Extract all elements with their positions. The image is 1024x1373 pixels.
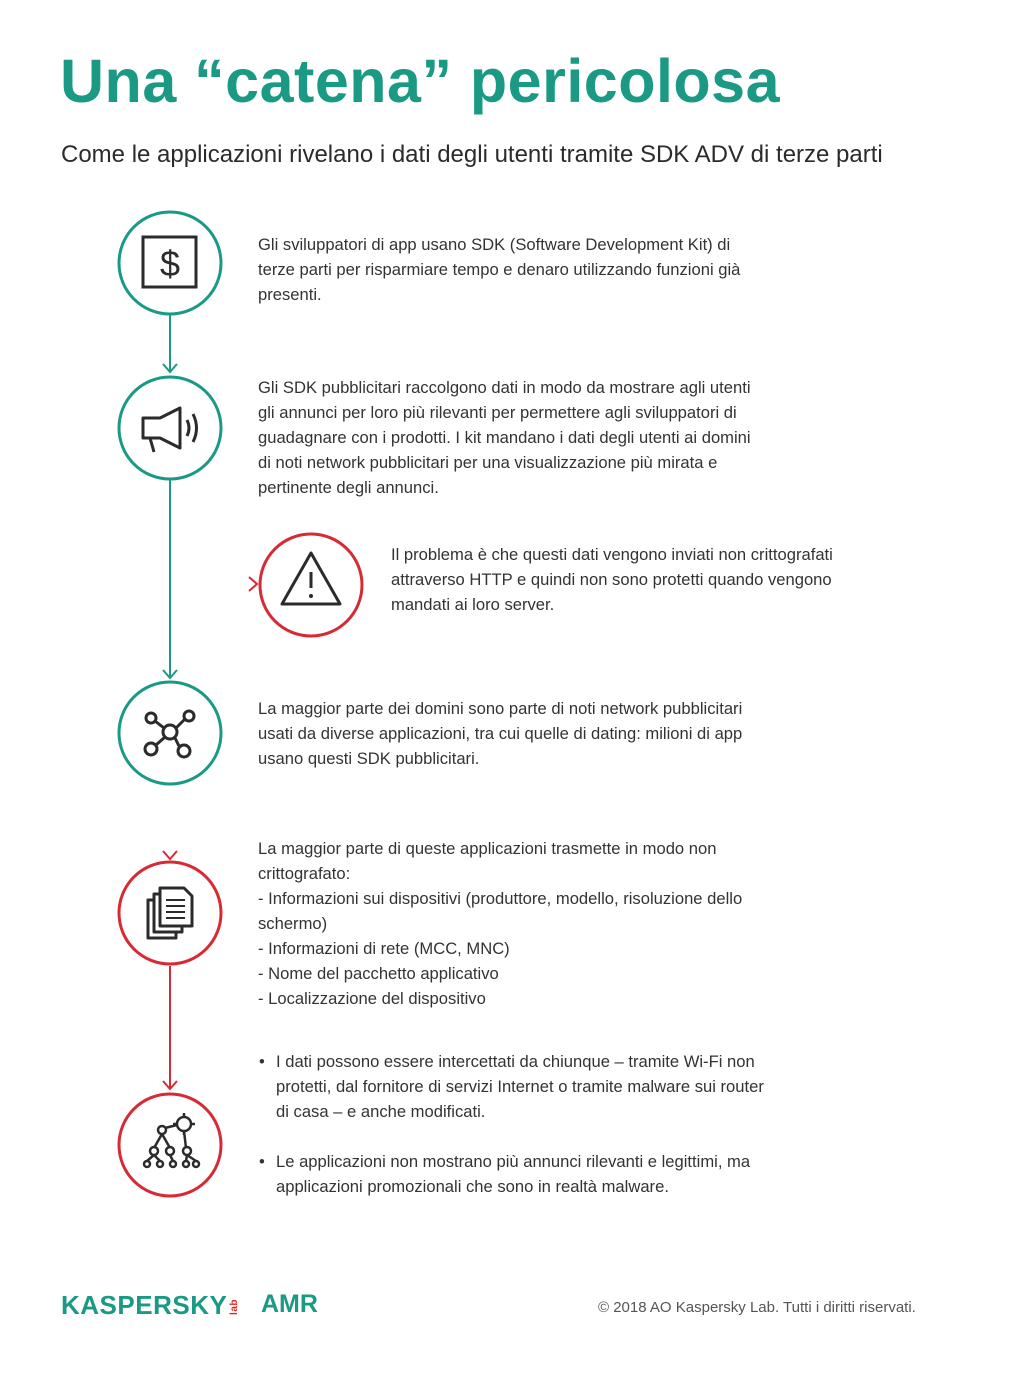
amr-logo: AMR (261, 1290, 318, 1318)
step-4-circle (119, 682, 221, 784)
connector-2-3 (171, 577, 257, 591)
step-6-bullets (259, 1049, 919, 1224)
step-5-circle (119, 862, 221, 964)
step-2-text: Gli SDK pubblicitari raccolgono dati in modo da mostrare agli utenti gli annunci per loro più rilevanti per permettere agli sviluppatori di guadagnare con i prodotti. I kit mandano i dati degli utenti ai domini di noti network pubblicitari per una visualizzazione più mirata e pertinente degli annunci. (258, 378, 751, 497)
page-subtitle: Come le applicazioni rivelano i dati degli utenti tramite SDK ADV di terze parti (61, 141, 883, 168)
bullet-item: • Le applicazioni non mostrano più annunci rilevanti e legittimi, ma applicazioni promozionali che sono in realtà malware. (259, 1149, 919, 1199)
svg-text:$: $ (159, 243, 181, 284)
connector-2-4 (163, 479, 177, 678)
step-3-text: Il problema è che questi dati vengono inviati non crittografati attraverso HTTP e quindi non sono protetti quando vengono mandati ai loro server. (391, 545, 833, 614)
connector-1-2 (163, 314, 177, 372)
connector-4-5 (163, 786, 177, 859)
kaspersky-logo-text: KASPERSKY (61, 1290, 228, 1320)
step-3-circle (260, 534, 362, 636)
step-1-text: Gli sviluppatori di app usano SDK (Software Development Kit) di terze parti per risparmiare tempo e denaro utilizzando funzioni già presenti. (258, 235, 741, 304)
step-6-circle (119, 1094, 221, 1196)
step-2-circle (119, 377, 221, 479)
step-1-circle (119, 212, 221, 314)
step-4-text: La maggior parte dei domini sono parte di noti network pubblicitari usati da diverse applicazioni, tra cui quelle di dating: milioni di app usano questi SDK pubblicitari. (258, 699, 743, 768)
kaspersky-logo (61, 1290, 240, 1321)
page-title: Una “catena” pericolosa (60, 47, 781, 115)
step-5-text: La maggior parte di queste applicazioni trasmette in modo non crittografato: - Informazioni sui dispositivi (produttore, modello, risoluzione dello schermo) - Informazioni di rete (MCC, MNC) - Nome del pacchetto applicativo - Localizzazione del dispositivo (258, 839, 743, 1008)
kaspersky-logo-suffix: lab (229, 1299, 241, 1316)
connector-5-6 (163, 966, 177, 1089)
copyright-text: © 2018 AO Kaspersky Lab. Tutti i diritti riservati. (598, 1299, 916, 1316)
bullet-item: • I dati possono essere intercettati da chiunque – tramite Wi-Fi non protetti, dal fornitore di servizi Internet o tramite malware sui router di casa – e anche modificati. (259, 1049, 919, 1124)
